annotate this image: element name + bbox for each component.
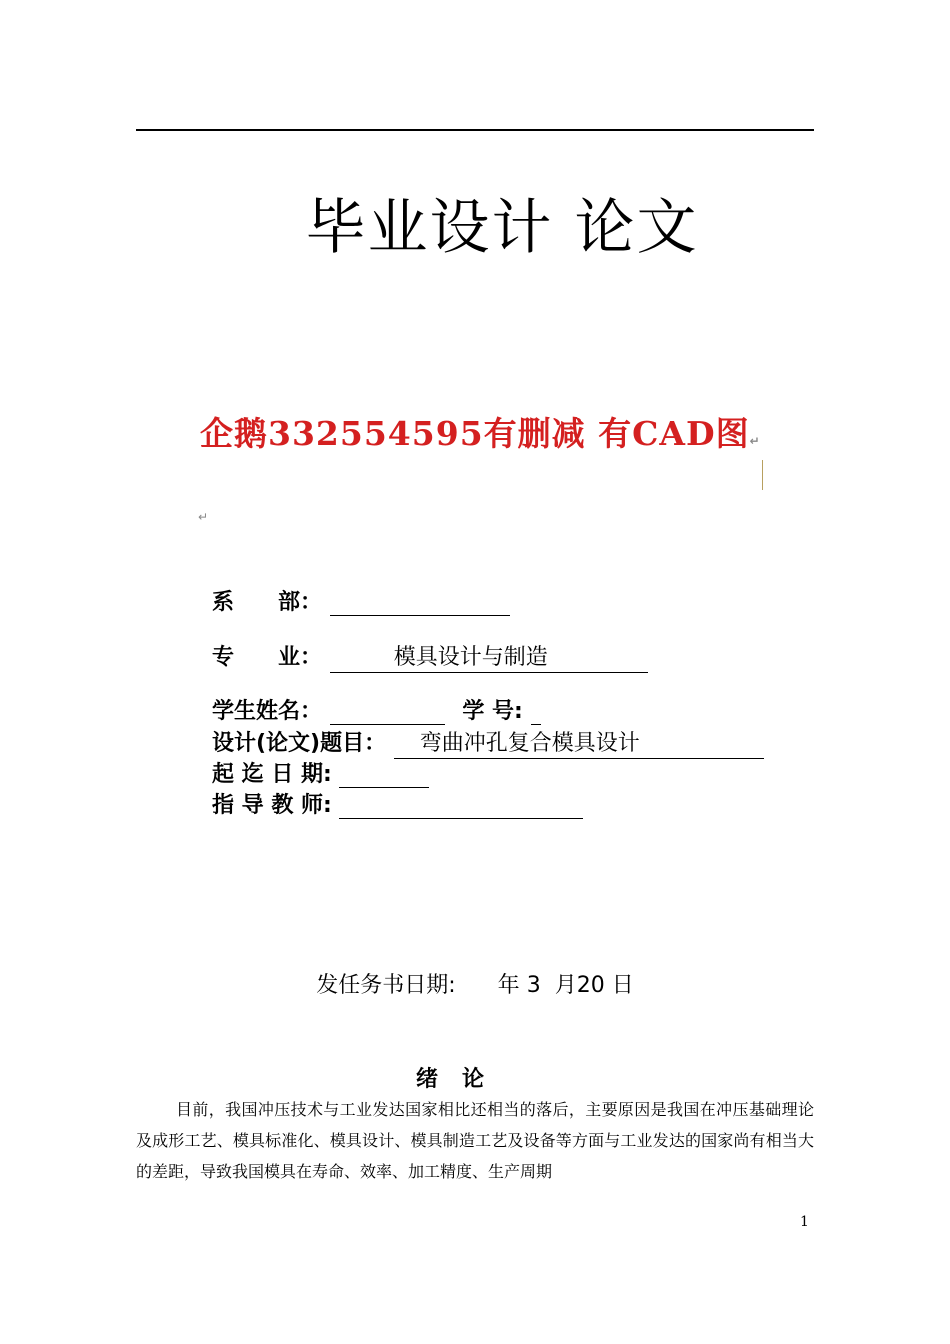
major-value[interactable]: 模具设计与制造	[330, 640, 648, 673]
assignment-date	[0, 968, 950, 999]
day-value: 20	[576, 973, 605, 998]
intro-heading: 绪论	[415, 1066, 508, 1092]
major-label: 专 业：	[212, 645, 323, 670]
paragraph-mark-2: ↵	[198, 510, 209, 524]
field-date-range	[212, 757, 429, 788]
thesis-title-value[interactable]: 弯曲冲孔复合模具设计	[394, 726, 764, 759]
thesis-title-label: 设计(论文)题目：	[212, 731, 387, 756]
field-advisor	[212, 788, 583, 819]
intro-paragraph: 目前，我国冲压技术与工业发达国家相比还相当的落后，主要原因是我国在冲压基础理论及成形工艺、模具标准化、模具设计、模具制造工艺及设备等方面与工业发达的国家尚有相当大的差距，导致我国模具在寿命、效率、加工精度、生产周期	[136, 1100, 814, 1181]
field-department	[212, 585, 510, 616]
page-number: 1	[800, 1214, 809, 1230]
student-id-label: 学 号:	[462, 699, 523, 724]
document-title: 毕业设计 论文	[305, 193, 699, 263]
student-id-blank[interactable]	[531, 700, 541, 725]
field-student	[212, 694, 541, 725]
department-blank[interactable]	[330, 591, 510, 616]
field-thesis-title	[212, 726, 764, 759]
assignment-date-label: 发任务书日期:	[316, 973, 456, 998]
date-range-blank[interactable]	[339, 763, 429, 788]
top-rule	[136, 129, 814, 131]
banner-text: 企鹅332554595有删减 有CAD图	[200, 414, 750, 453]
advisor-blank[interactable]	[339, 794, 583, 819]
date-range-label: 起 迄 日 期:	[212, 762, 332, 787]
student-name-label: 学生姓名：	[212, 699, 323, 724]
day-unit: 日	[611, 973, 634, 998]
text-cursor	[762, 460, 763, 490]
department-label: 系 部：	[212, 590, 323, 615]
student-name-blank[interactable]	[330, 700, 445, 725]
advisor-label: 指 导 教 师:	[212, 793, 332, 818]
month-value: 3	[526, 973, 541, 998]
month-unit: 月	[554, 973, 577, 998]
paragraph-mark: ↵	[749, 434, 761, 448]
contact-banner	[200, 408, 761, 455]
field-major	[212, 640, 648, 673]
year-unit: 年	[497, 973, 520, 998]
